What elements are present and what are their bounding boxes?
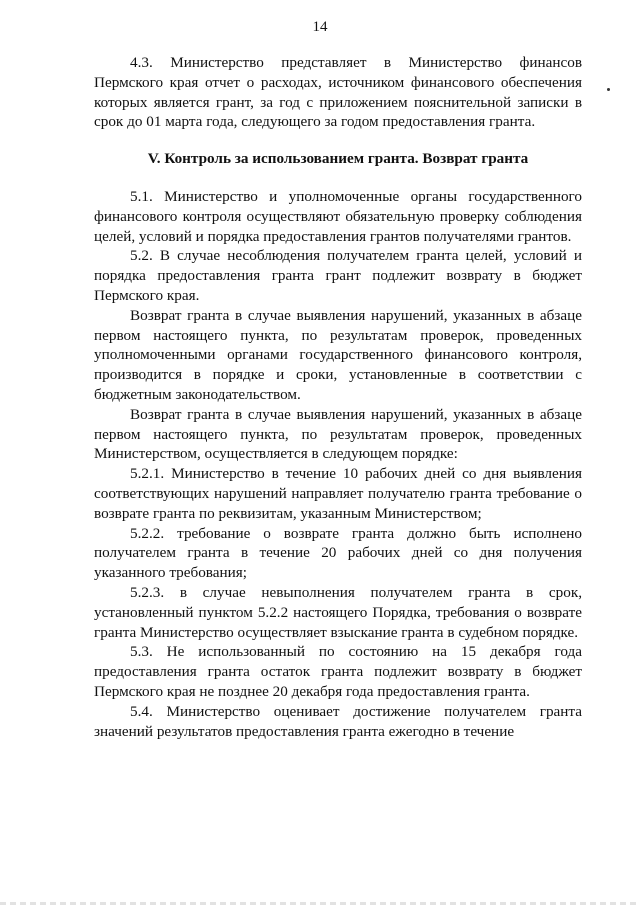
- paragraph-5-1: 5.1. Министерство и уполномоченные органы государственного финансового контроля осуществляют обязательную проверку соблюдения целей, условий и порядка предоставления грантов получателями грантов.: [94, 187, 582, 245]
- paragraph-5-4: 5.4. Министерство оценивает достижение получателем гранта значений результатов предоставления гранта ежегодно в течение: [94, 702, 582, 740]
- scan-speck: [607, 88, 610, 91]
- paragraph-5-2-3: 5.2.3. в случае невыполнения получателем гранта в срок, установленный пунктом 5.2.2 настоящего Порядка, требования о возврате гранта Министерство осуществляет взыскание гранта в судебном порядке.: [94, 583, 582, 641]
- page-number: 14: [312, 19, 328, 35]
- paragraph-5-2-1: 5.2.1. Министерство в течение 10 рабочих дней со дня выявления соответствующих нарушений направляет получателю гранта требование о возврате гранта по реквизитам, указанным Министерством;: [94, 465, 582, 522]
- paragraph-5-3: 5.3. Не использованный по состоянию на 15 декабря года предоставления гранта остаток гранта подлежит возврату в бюджет Пермского края не позднее 20 декабря года предоставления гранта.: [94, 643, 582, 700]
- paragraph-5-2-return-ministry: Возврат гранта в случае выявления нарушений, указанных в абзаце первом настоящего пункта, по результатам проверок, проведенных Министерством, осуществляется в следующем порядке:: [94, 405, 582, 463]
- paragraph-5-2-2: 5.2.2. требование о возврате гранта должно быть исполнено получателем гранта в течение 20 рабочих дней со дня получения указанного требования;: [94, 524, 582, 582]
- section-heading: V. Контроль за использованием гранта. Возврат гранта: [147, 150, 529, 168]
- document-body: [94, 53, 582, 741]
- paragraph-4-3: 4.3. Министерство представляет в Министерство финансов Пермского края отчет о расходах, источником финансового обеспечения которых является грант, за год с приложением пояснительной записки в срок до 01 марта года, следующего за годом предоставления гранта.: [94, 54, 582, 131]
- paragraph-5-2-return-control: Возврат гранта в случае выявления нарушений, указанных в абзаце первом настоящего пункта, по результатам проверок, проведенных уполномоченными органами государственного финансового контроля, производится в порядке и сроки, установленные в соответствии с бюджетным законодательством.: [94, 306, 582, 403]
- paragraph-5-2: 5.2. В случае несоблюдения получателем гранта целей, условий и порядка предоставления гранта грант подлежит возврату в бюджет Пермского края.: [94, 247, 582, 304]
